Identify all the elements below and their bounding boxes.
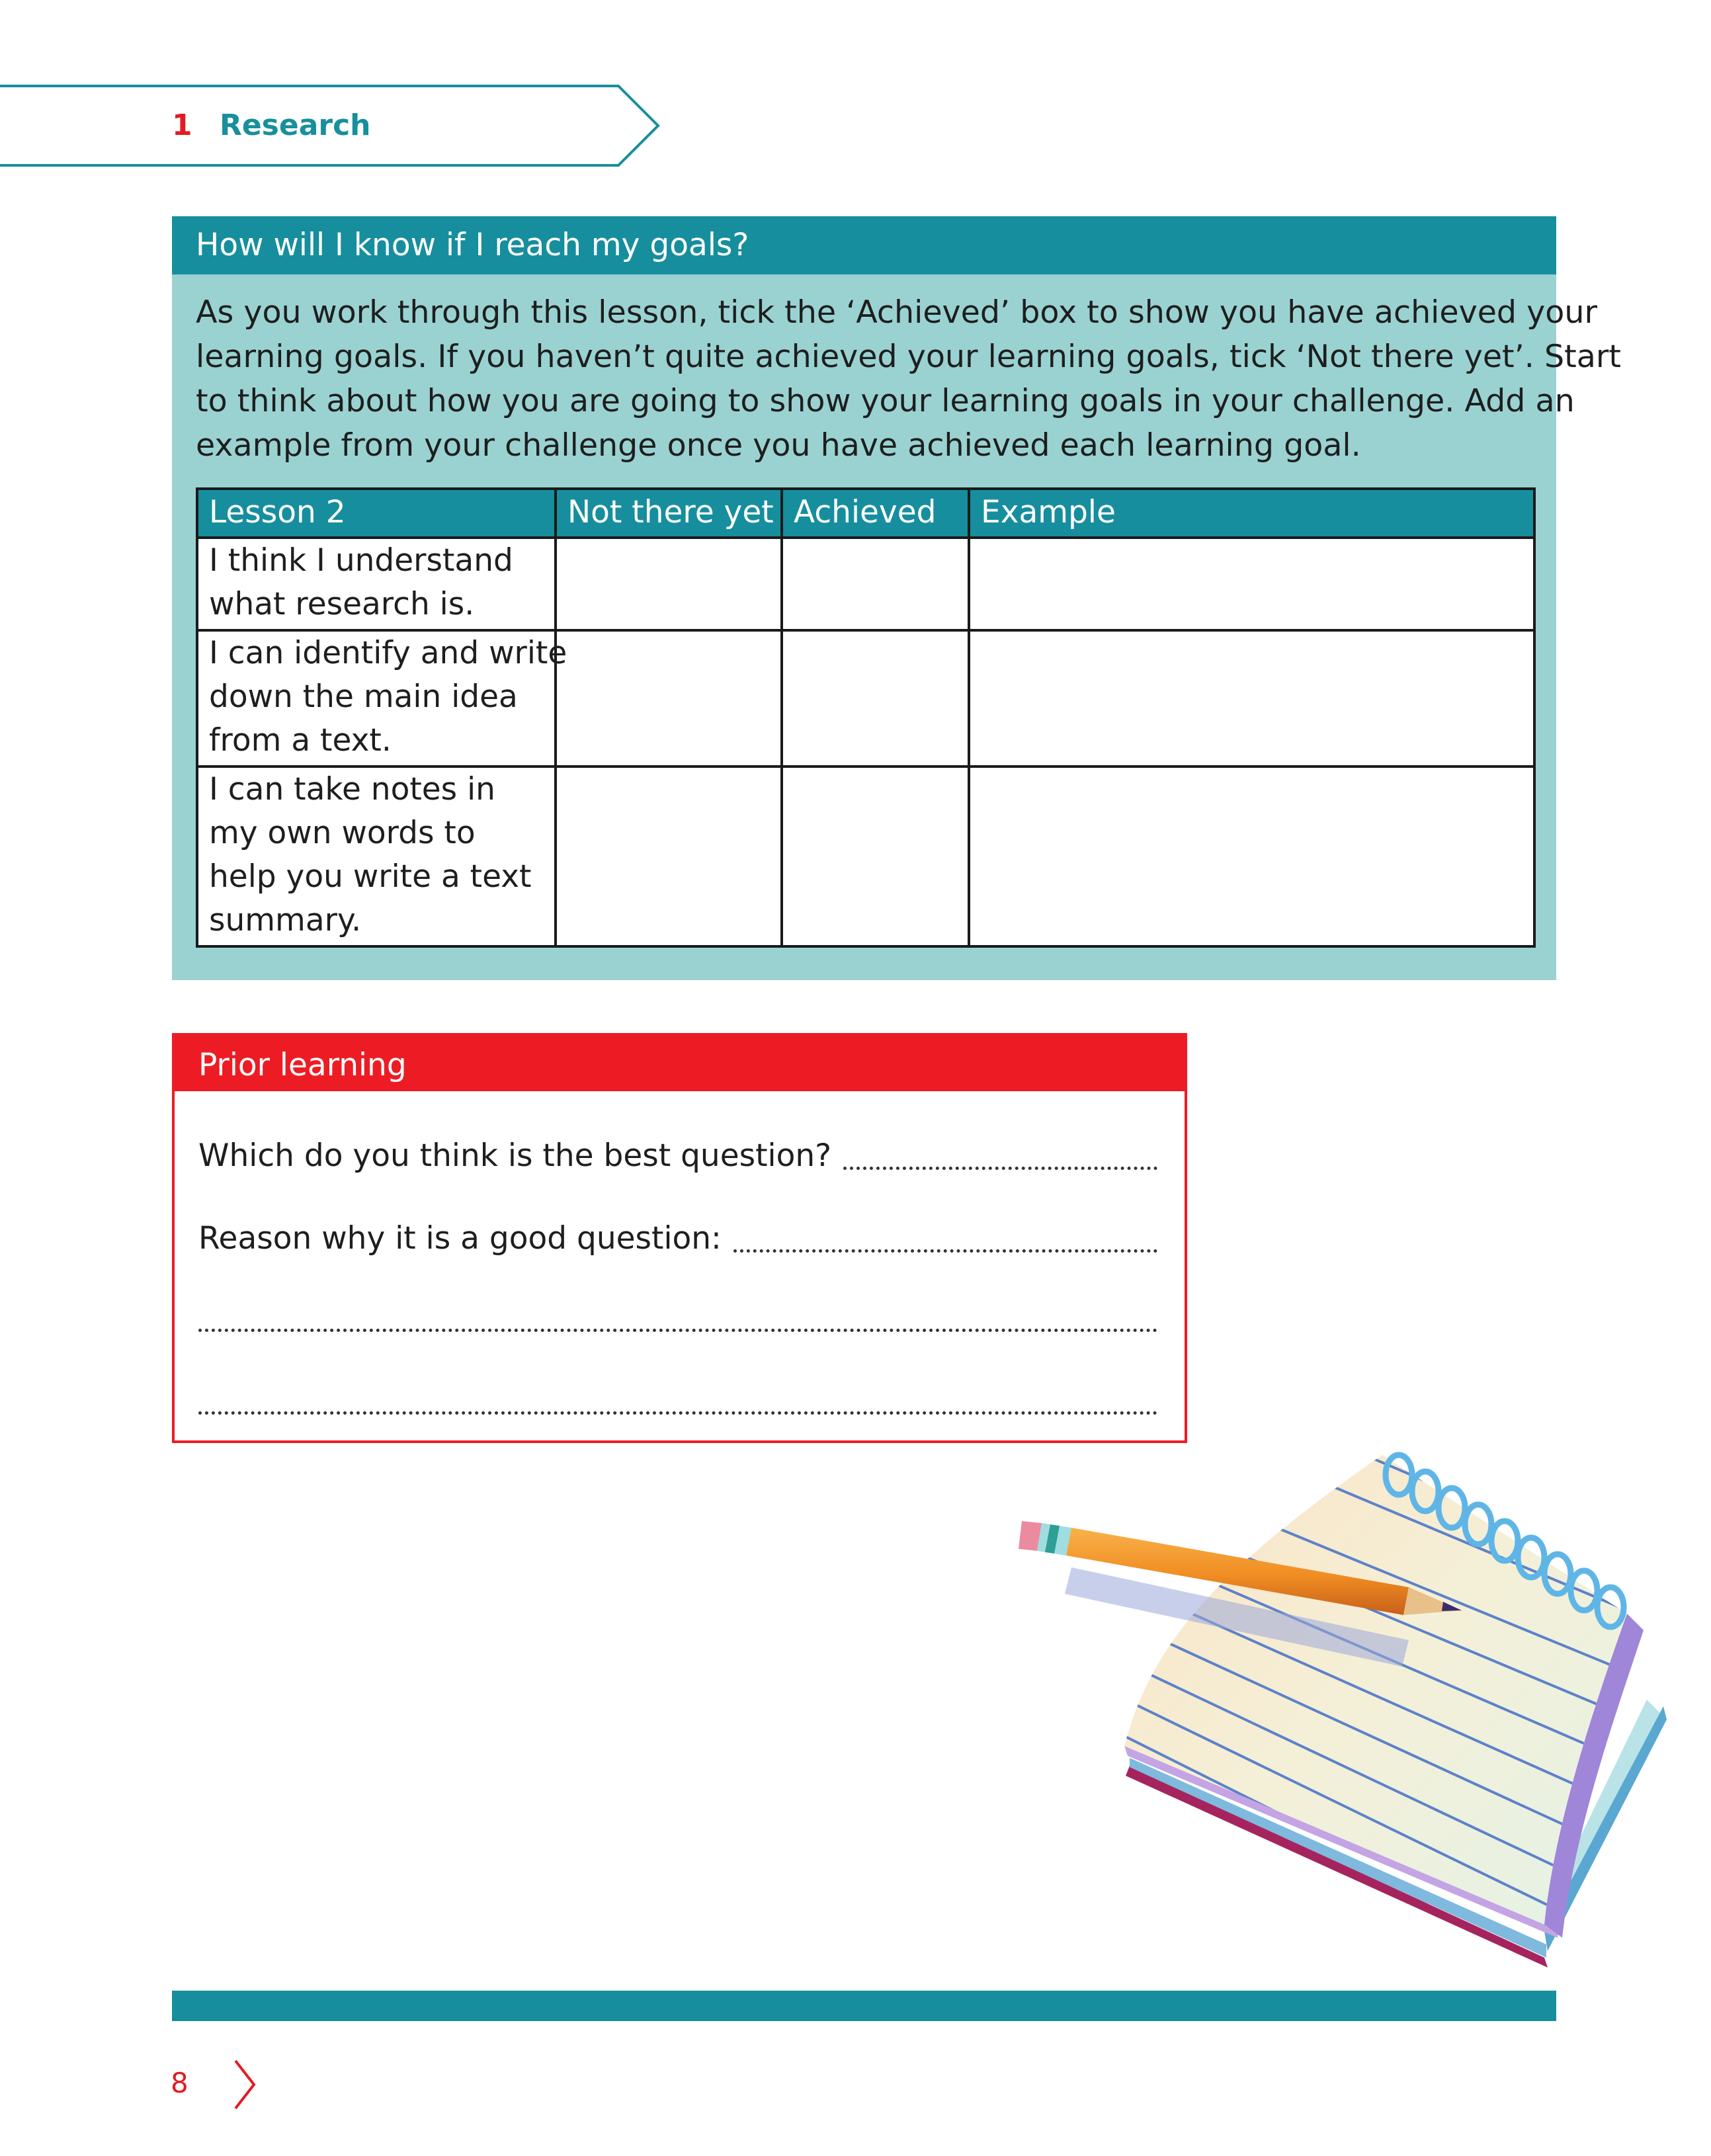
table-row (197, 538, 1534, 630)
chapter-title: Research (219, 108, 371, 142)
goals-heading: How will I know if I reach my goals? (172, 216, 1556, 274)
goals-intro (196, 290, 1622, 468)
answer-line-row (198, 1376, 1157, 1423)
goal-text-line: down the main idea (209, 679, 518, 715)
best-question-prompt: Which do you think is the best question? (198, 1138, 832, 1174)
footer-bar (172, 1991, 1556, 2021)
column-header-not-there-yet: Not there yet (556, 489, 782, 538)
intro-line: learning goals. If you haven’t quite achieved your learning goals, tick ‘Not there yet’. Start (196, 339, 1622, 375)
goal-text-line: I can take notes in (209, 771, 495, 808)
goal-text-line: from a text. (209, 722, 392, 759)
column-header-example: Example (969, 489, 1534, 538)
goal-text-line: summary. (209, 902, 362, 938)
example-field[interactable] (969, 630, 1534, 767)
goal-text-line: help you write a text (209, 858, 532, 895)
example-field[interactable] (969, 767, 1534, 946)
goals-panel (172, 216, 1622, 980)
page-number: 8 (171, 2067, 188, 2099)
reason-prompt: Reason why it is a good question: (198, 1220, 722, 1257)
prior-learning-box (172, 1033, 1187, 1443)
goal-text-line: what research is. (209, 586, 475, 622)
intro-line: to think about how you are going to show your learning goals in your challenge. Add an (196, 383, 1575, 419)
reason-answer-line[interactable] (733, 1237, 1157, 1253)
example-field[interactable] (969, 538, 1534, 630)
answer-line-row (198, 1294, 1157, 1340)
goal-cell (197, 538, 556, 630)
column-header-achieved: Achieved (782, 489, 969, 538)
not-there-yet-tick-box[interactable] (556, 767, 782, 946)
column-header-lesson: Lesson 2 (197, 489, 556, 538)
answer-line[interactable] (198, 1317, 1157, 1332)
notebook-pencil-illustration (1012, 1429, 1673, 2057)
table-header-row (197, 489, 1534, 538)
goal-cell (197, 767, 556, 946)
chevron-right-icon (231, 2058, 258, 2111)
not-there-yet-tick-box[interactable] (556, 630, 782, 767)
chapter-heading (172, 106, 371, 145)
achieved-tick-box[interactable] (782, 767, 969, 946)
intro-line: example from your challenge once you have achieved each learning goal. (196, 427, 1361, 464)
table-row (197, 630, 1534, 767)
achieved-tick-box[interactable] (782, 538, 969, 630)
goal-text-line: I can identify and write (209, 635, 567, 671)
answer-line[interactable] (198, 1399, 1157, 1415)
goal-text-line: my own words to (209, 815, 476, 851)
chapter-number: 1 (172, 108, 192, 142)
goals-table (196, 487, 1536, 948)
table-row (197, 767, 1534, 946)
intro-line: As you work through this lesson, tick the ‘Achieved’ box to show you have achieved your (196, 294, 1597, 331)
notebook-icon (1012, 1429, 1673, 2057)
goal-cell (197, 630, 567, 767)
best-question-row (198, 1132, 1157, 1178)
reason-row (198, 1214, 1157, 1261)
goal-text-line: I think I understand (209, 542, 513, 579)
achieved-tick-box[interactable] (782, 630, 969, 767)
best-question-answer-line[interactable] (843, 1155, 1157, 1170)
prior-learning-heading: Prior learning (172, 1033, 1187, 1091)
not-there-yet-tick-box[interactable] (556, 538, 782, 630)
